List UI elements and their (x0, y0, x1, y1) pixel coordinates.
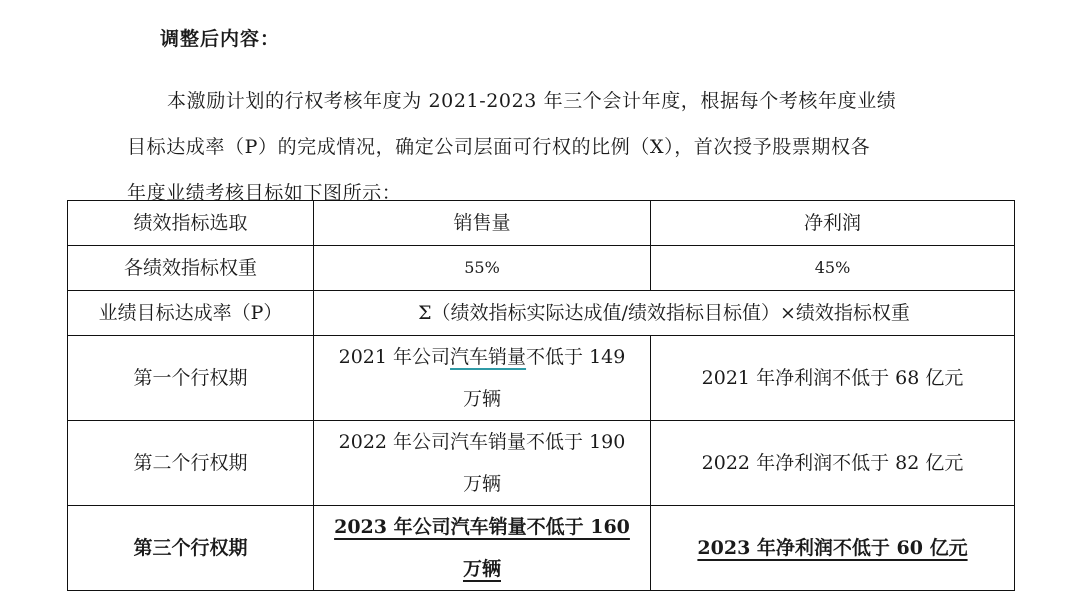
sales-target-marked-text: 汽车销量 (450, 346, 527, 368)
cell-sales-weight: 55% (314, 246, 651, 291)
paragraph-line-1: 本激励计划的行权考核年度为 2021-2023 年三个会计年度，根据每个考核年度业绩 (167, 90, 897, 112)
cell-period-label: 第三个行权期 (68, 506, 314, 591)
sales-target-prefix: 2021 年公司 (338, 346, 451, 368)
cell-sales-target (314, 506, 651, 591)
table-row-period-2 (68, 421, 1015, 506)
sales-target-unit: 万辆 (462, 388, 501, 410)
table-row-period-1 (68, 336, 1015, 421)
cell-rate-label: 业绩目标达成率（P） (68, 291, 314, 336)
table-row-rate (68, 291, 1015, 336)
sales-target-unit: 万辆 (462, 558, 501, 580)
cell-profit-weight: 45% (651, 246, 1015, 291)
section-heading: 调整后内容： (160, 28, 281, 50)
cell-sales-header: 销售量 (314, 201, 651, 246)
sales-target-unit: 万辆 (462, 473, 501, 495)
cell-profit-target: 2022 年净利润不低于 82 亿元 (651, 421, 1015, 506)
paragraph-line-3: 年度业绩考核目标如下图所示： (127, 182, 402, 204)
table-row-header (68, 201, 1015, 246)
cell-profit-target: 2023 年净利润不低于 60 亿元 (651, 506, 1015, 591)
paragraph-line-2: 目标达成率（P）的完成情况，确定公司层面可行权的比例（X），首次授予股票期权各 (127, 136, 871, 158)
cell-period-label: 第一个行权期 (68, 336, 314, 421)
intro-paragraph (127, 78, 967, 216)
table-row-period-3 (68, 506, 1015, 591)
cell-sales-target (314, 336, 651, 421)
performance-target-table (67, 200, 1015, 591)
cell-period-label: 第二个行权期 (68, 421, 314, 506)
sales-target-suffix: 不低于 149 (526, 346, 626, 368)
sales-target-line-1: 2022 年公司汽车销量不低于 190 (338, 431, 626, 453)
cell-sales-target (314, 421, 651, 506)
table-row-weights (68, 246, 1015, 291)
cell-rate-formula: Σ（绩效指标实际达成值/绩效指标目标值）×绩效指标权重 (314, 291, 1015, 336)
sales-target-line-1: 2023 年公司汽车销量不低于 160 (334, 516, 630, 538)
cell-weight-label: 各绩效指标权重 (68, 246, 314, 291)
cell-indicator-label: 绩效指标选取 (68, 201, 314, 246)
cell-profit-target: 2021 年净利润不低于 68 亿元 (651, 336, 1015, 421)
cell-profit-header: 净利润 (651, 201, 1015, 246)
